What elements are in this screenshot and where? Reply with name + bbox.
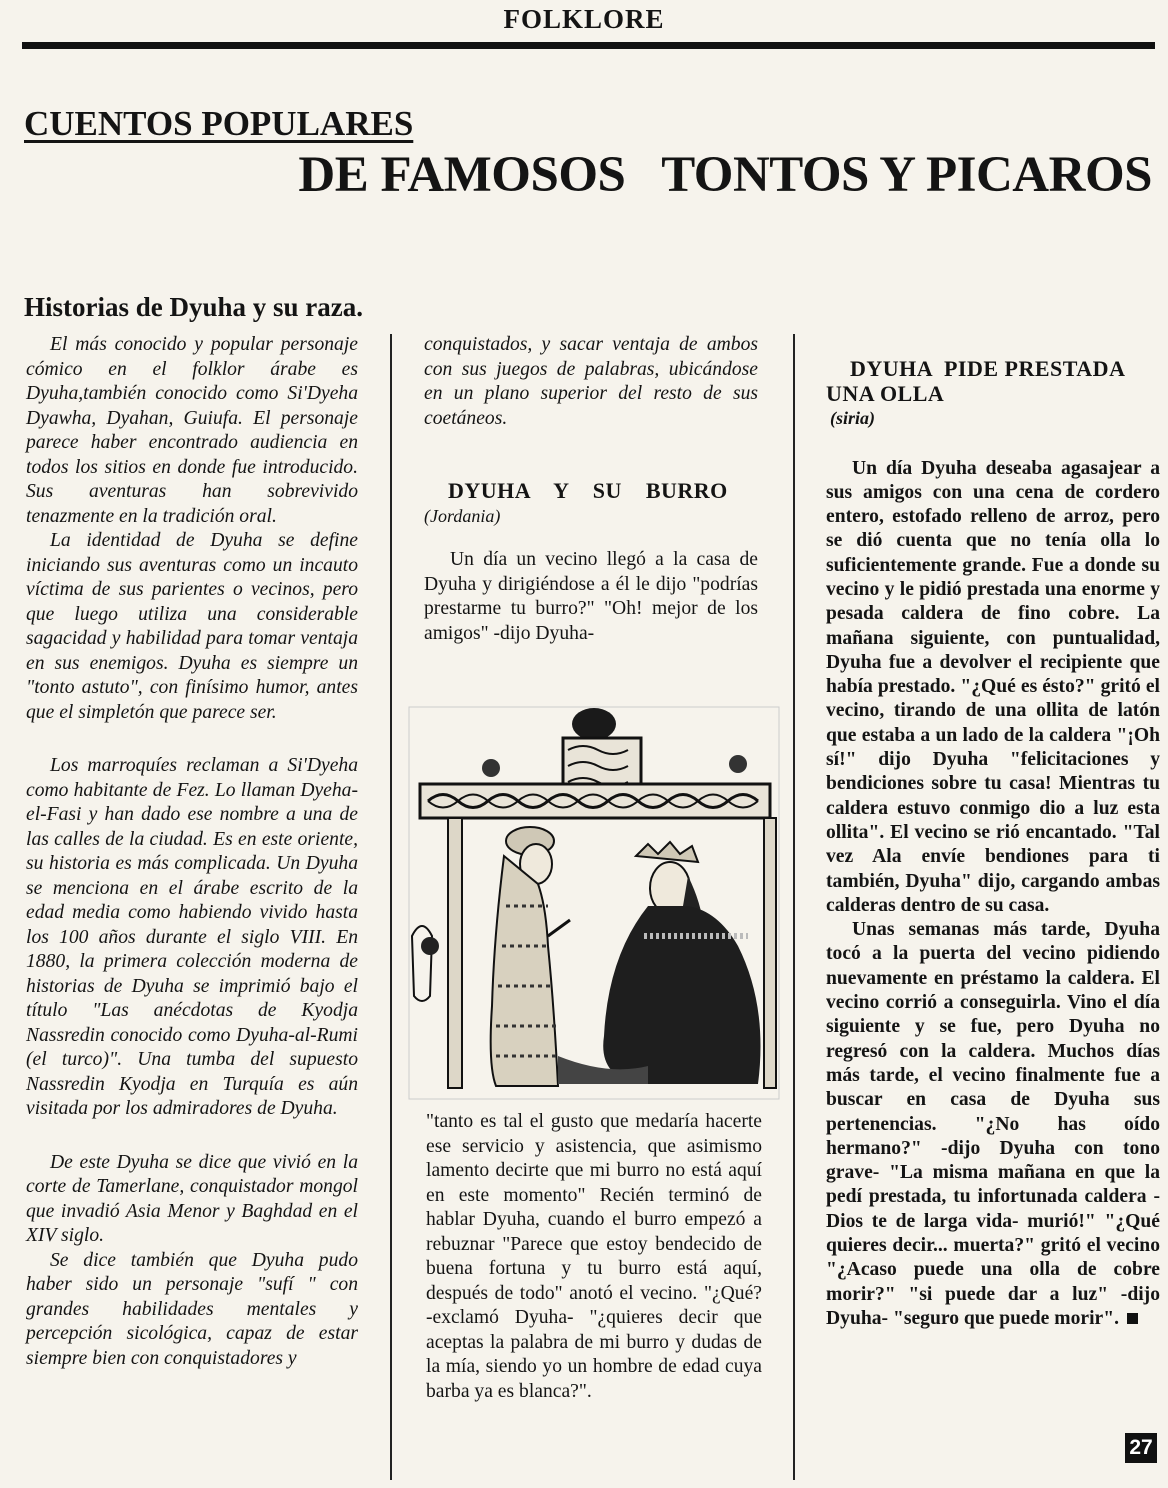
article-subhead: Historias de Dyuha y su raza. [24, 292, 364, 322]
story2-paragraph-text: Unas semanas más tarde, Dyuha tocó a la puerta del vecino pidiendo nuevamente en préstamo la caldera. El vecino corrió a conseguirla. Vino el día siguiente y se fue, pero Dyuha no regresó con la caldera. Muchos días más tarde, el vecino finalmente fue a buscar en casa de Dyuha sus pertenencias. "¿No has oído hermano?" -dijo Dyuha con tono grave- "La misma mañana en que la pedí prestada, tu infortunada caldera -Dios te de larga vida- murió!" "¿Qué quieres decir... muerta?" gritó el vecino "¿Acaso puede una olla de cobre morir?" "si puede dar a luz" -dijo Dyuha- "seguro que puede morir". [826, 919, 1160, 1329]
story1-paragraph: Un día un vecino llegó a la casa de Dyuha y dirigiéndose a él le dijo "podrías prestarme tu burro?" "Oh! mejor de los amigos" -dijo Dyuha- [424, 549, 758, 644]
story1-continued [426, 1110, 762, 1404]
story2-paragraph [826, 918, 1160, 1331]
story2-origin: (siria) [830, 408, 875, 428]
column-rule-right [793, 334, 795, 1480]
intro-paragraph: Se dice también que Dyuha pudo haber sido un personaje "sufí " con grandes habilidades mentales y percepción sicológica, capaz de estar siempre bien con conquistadores y [26, 1249, 358, 1369]
story2-column [826, 357, 1160, 1331]
story1-column [424, 333, 758, 646]
story1-title: DYUHA Y SU BURRO [448, 478, 728, 503]
story2-paragraph: Un día Dyuha deseaba agasajear a sus amigos con una cena de cordero entero, estofado relleno de arroz, pero se dió cuenta que no tenía olla lo suficientemente grande. Fue a donde su vecino y le pidió prestada una enorme y pesada caldera de fino cobre. La mañana siguiente, con puntualidad, Dyuha fue a devolver el recipiente que había prestado. "¿Qué es ésto?" gritó el vecino, tirando de una ollita de latón que estaba a un lado de la caldera "¡Oh sí!" dijo Dyuha "felicitaciones y bendiciones sobre tu casa! Mientras tu caldera estuvo conmigo dio a luz esta ollita". El vecino se rió encantado. "Tal vez Ala envíe bendiones para ti también, Dyuha" dijo, cargando ambas calderas dentro de su casa. [826, 457, 1160, 916]
manuscript-illustration [408, 706, 780, 1100]
story1-paragraph: "tanto es tal el gusto que medaría hacerte ese servicio y asistencia, que asimismo lamento decirte que mi burro no está aquí en este momento" Recién terminó de hablar Dyuha, cuando el burro empezó a rebuznar "Parece que estoy bendecido de buena fortuna y tu burro está aquí, después de todo" anotó el vecino. "¿Qué? -exclamó Dyuha- "¿quieres decir que aceptas la palabra de mi burro y dudas de la mía, siendo yo un hombre de edad cuya barba ya es blanca?". [426, 1111, 762, 1402]
intro-paragraph: De este Dyuha se dice que vivió en la corte de Tamerlane, conquistador mongol que invadió Asia Menor y Baghdad en el XIV siglo. [26, 1151, 358, 1246]
article-headline: DE FAMOSOS TONTOS Y PICAROS [298, 147, 1152, 203]
story1-origin: (Jordania) [424, 505, 501, 526]
page-number: 27 [1125, 1433, 1157, 1463]
intro-paragraph-continued: conquistados, y sacar ventaja de ambos con sus juegos de palabras, ubicándose en un plano superior del resto de sus coetáneos. [424, 334, 758, 429]
section-label: FOLKLORE [503, 4, 665, 34]
article-kicker: CUENTOS POPULARES [24, 104, 414, 143]
column-rule-left [390, 334, 392, 1480]
end-mark [1127, 1313, 1138, 1324]
intro-paragraph: La identidad de Dyuha se define iniciando sus aventuras como un incauto víctima de sus parientes o vecinos, pero que luego utiliza una considerable sagacidad y habilidad para tomar ventaja en sus enemigos. Dyuha es siempre un "tonto astuto", con finísimo humor, antes que el simpletón que parece ser. [26, 530, 358, 723]
intro-paragraph: El más conocido y popular personaje cómico en el folklor árabe es Dyuha,también conocido como Si'Dyeha Dyawha, Dyahan, Guiufa. El personaje parece haber encontrado audiencia en todos los sitios en donde fue introducido. Sus aventuras han sobrevivido tenazmente en la tradición oral. [26, 334, 358, 527]
top-rule [22, 42, 1155, 49]
story2-title-line2: UNA OLLA [826, 380, 945, 406]
story2-title: DYUHA PIDE PRESTADA [850, 356, 1126, 381]
intro-paragraph: Los marroquíes reclaman a Si'Dyeha como habitante de Fez. Lo llaman Dyeha- el-Fasi y han dado ese nombre a una de las calles de la ciudad. Es en este oriente, su historia es más complicada. Un Dyuha se menciona en el árabe escrito de la edad media como habiendo vivido hasta los 100 años durante el siglo VIII. En 1880, la primera colección moderna de historias de Dyuha se imprimió bajo el título "Las anécdotas de Kyodja Nassredin conocido como Dyuha-al-Rumi (el turco)". Una tumba del supuesto Nassredin Kyodja en Turquía es aún visitada por los admiradores de Dyuha. [26, 755, 358, 1119]
intro-column [26, 333, 358, 1371]
